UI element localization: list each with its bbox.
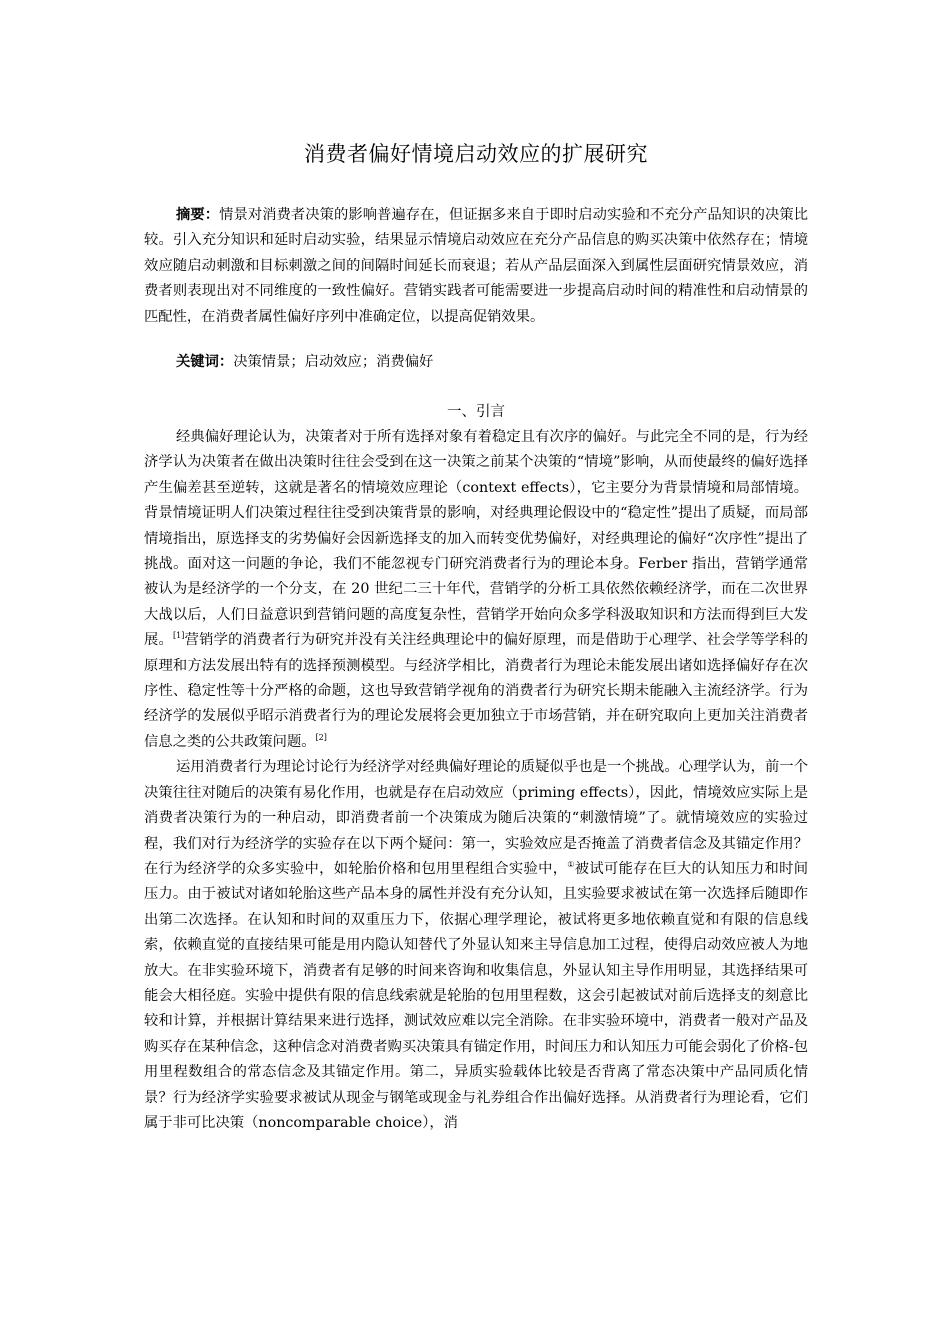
page-title: 消费者偏好情境启动效应的扩展研究 [304,142,648,166]
keywords-text: 决策情景；启动效应；消费偏好 [233,354,434,370]
keywords [144,350,808,375]
footnote-marker[interactable]: ① [567,859,575,869]
paragraph-1: 经典偏好理论认为，决策者对于所有选择对象有着稳定且有次序的偏好。与此完全不同的是，行为经济学认为决策者在做出决策时往往会受到在这一决策之前某个决策的“情境”影响，从而使最终的偏好选择产生偏差甚至逆转，这就是著名的情境效应理论（context effects），它主要分为背景情境和局部情境。背景情境证明人们决策过程往往受到决策背景的影响，对经典理论假设中的“稳定性”提出了质疑，而局部情境指出，原选择支的劣势偏好会因新选择支的加入而转变优势偏好，对经典理论的偏好“次序性”提出了挑战。面对这一问题的争论，我们不能忽视专门研究消费者行为的理论本身。Ferber 指出，营销学通常被认为是经济学的一个分支，在 20 世纪二三十年代，营销学的分析工具依然依赖经济学，而在二次世界大战以后，人们日益意识到营销问题的高度复杂性，营销学开始向众多学科汲取知识和方法而得到巨大发展。[1]营销学的消费者行为研究并没有关注经典理论中的偏好原理，而是借助于心理学、社会学等学科的原理和方法发展出特有的选择预测模型。与经济学相比，消费者行为理论未能发展出诸如选择偏好存在次序性、稳定性等十分严格的命题，这也导致营销学视角的消费者行为研究长期未能融入主流经济学。行为经济学的发展似乎昭示消费者行为的理论发展将会更加独立于市场营销，并在研究取向上更加关注消费者信息之类的公共政策问题。[2] [144,429,809,750]
section-heading-introduction: 一、引言 [447,404,505,420]
body-text [144,425,808,1136]
abstract-label: 摘要： [176,207,220,223]
reference-1[interactable]: [1] [173,631,185,641]
paragraph-2: 运用消费者行为理论讨论行为经济学对经典偏好理论的质疑似乎也是一个挑战。心理学认为，前一个决策往往对随后的决策有易化作用，也就是存在启动效应（priming effects），因此，情境效应实际上是消费者决策行为的一种启动，即消费者前一个决策成为随后决策的“刺激情境”了。就情境效应的实验过程，我们对行为经济学的实验存在以下两个疑问：第一，实验效应是否掩盖了消费者信念及其锚定作用？在行为经济学的众多实验中，如轮胎价格和包用里程组合实验中，①被试可能存在巨大的认知压力和时间压力。由于被试对诸如轮胎这些产品本身的属性并没有充分认知，且实验要求被试在第一次选择后随即作出第二次选择。在认知和时间的双重压力下，依据心理学理论，被试将更多地依赖直觉和有限的信息线索，依赖直觉的直接结果可能是用内隐认知替代了外显认知来主导信息加工过程，使得启动效应被人为地放大。在非实验环境下，消费者有足够的时间来咨询和收集信息，外显认知主导作用明显，其选择结果可能会大相径庭。实验中提供有限的信息线索就是轮胎的包用里程数，这会引起被试对前后选择支的刻意比较和计算，并根据计算结果来进行选择，测试效应难以完全消除。在非实验环境中，消费者一般对产品及购买存在某种信念，这种信念对消费者购买决策具有锚定作用，时间压力和认知压力可能会弱化了价格-包用里程数组合的常态信念及其锚定作用。第二，异质实验载体比较是否背离了常态决策中产品同质化情景？行为经济学实验要求被试从现金与钢笔或现金与礼券组合作出偏好选择。从消费者行为理论看，它们属于非可比决策（noncomparable choice），消 [144,759,809,1131]
keywords-label: 关键词： [176,354,234,370]
reference-2[interactable]: [2] [315,732,327,742]
abstract [144,203,808,330]
abstract-text: 情景对消费者决策的影响普遍存在，但证据多来自于即时启动实验和不充分产品知识的决策比较。引入充分知识和延时启动实验，结果显示情境启动效应在充分产品信息的购买决策中依然存在；情境效应随启动刺激和目标刺激之间的间隔时间延长而衰退；若从产品层面深入到属性层面研究情景效应，消费者则表现出对不同维度的一致性偏好。营销实践者可能需要进一步提高启动时间的精准性和启动情景的匹配性，在消费者属性偏好序列中准确定位，以提高促销效果。 [144,207,809,325]
